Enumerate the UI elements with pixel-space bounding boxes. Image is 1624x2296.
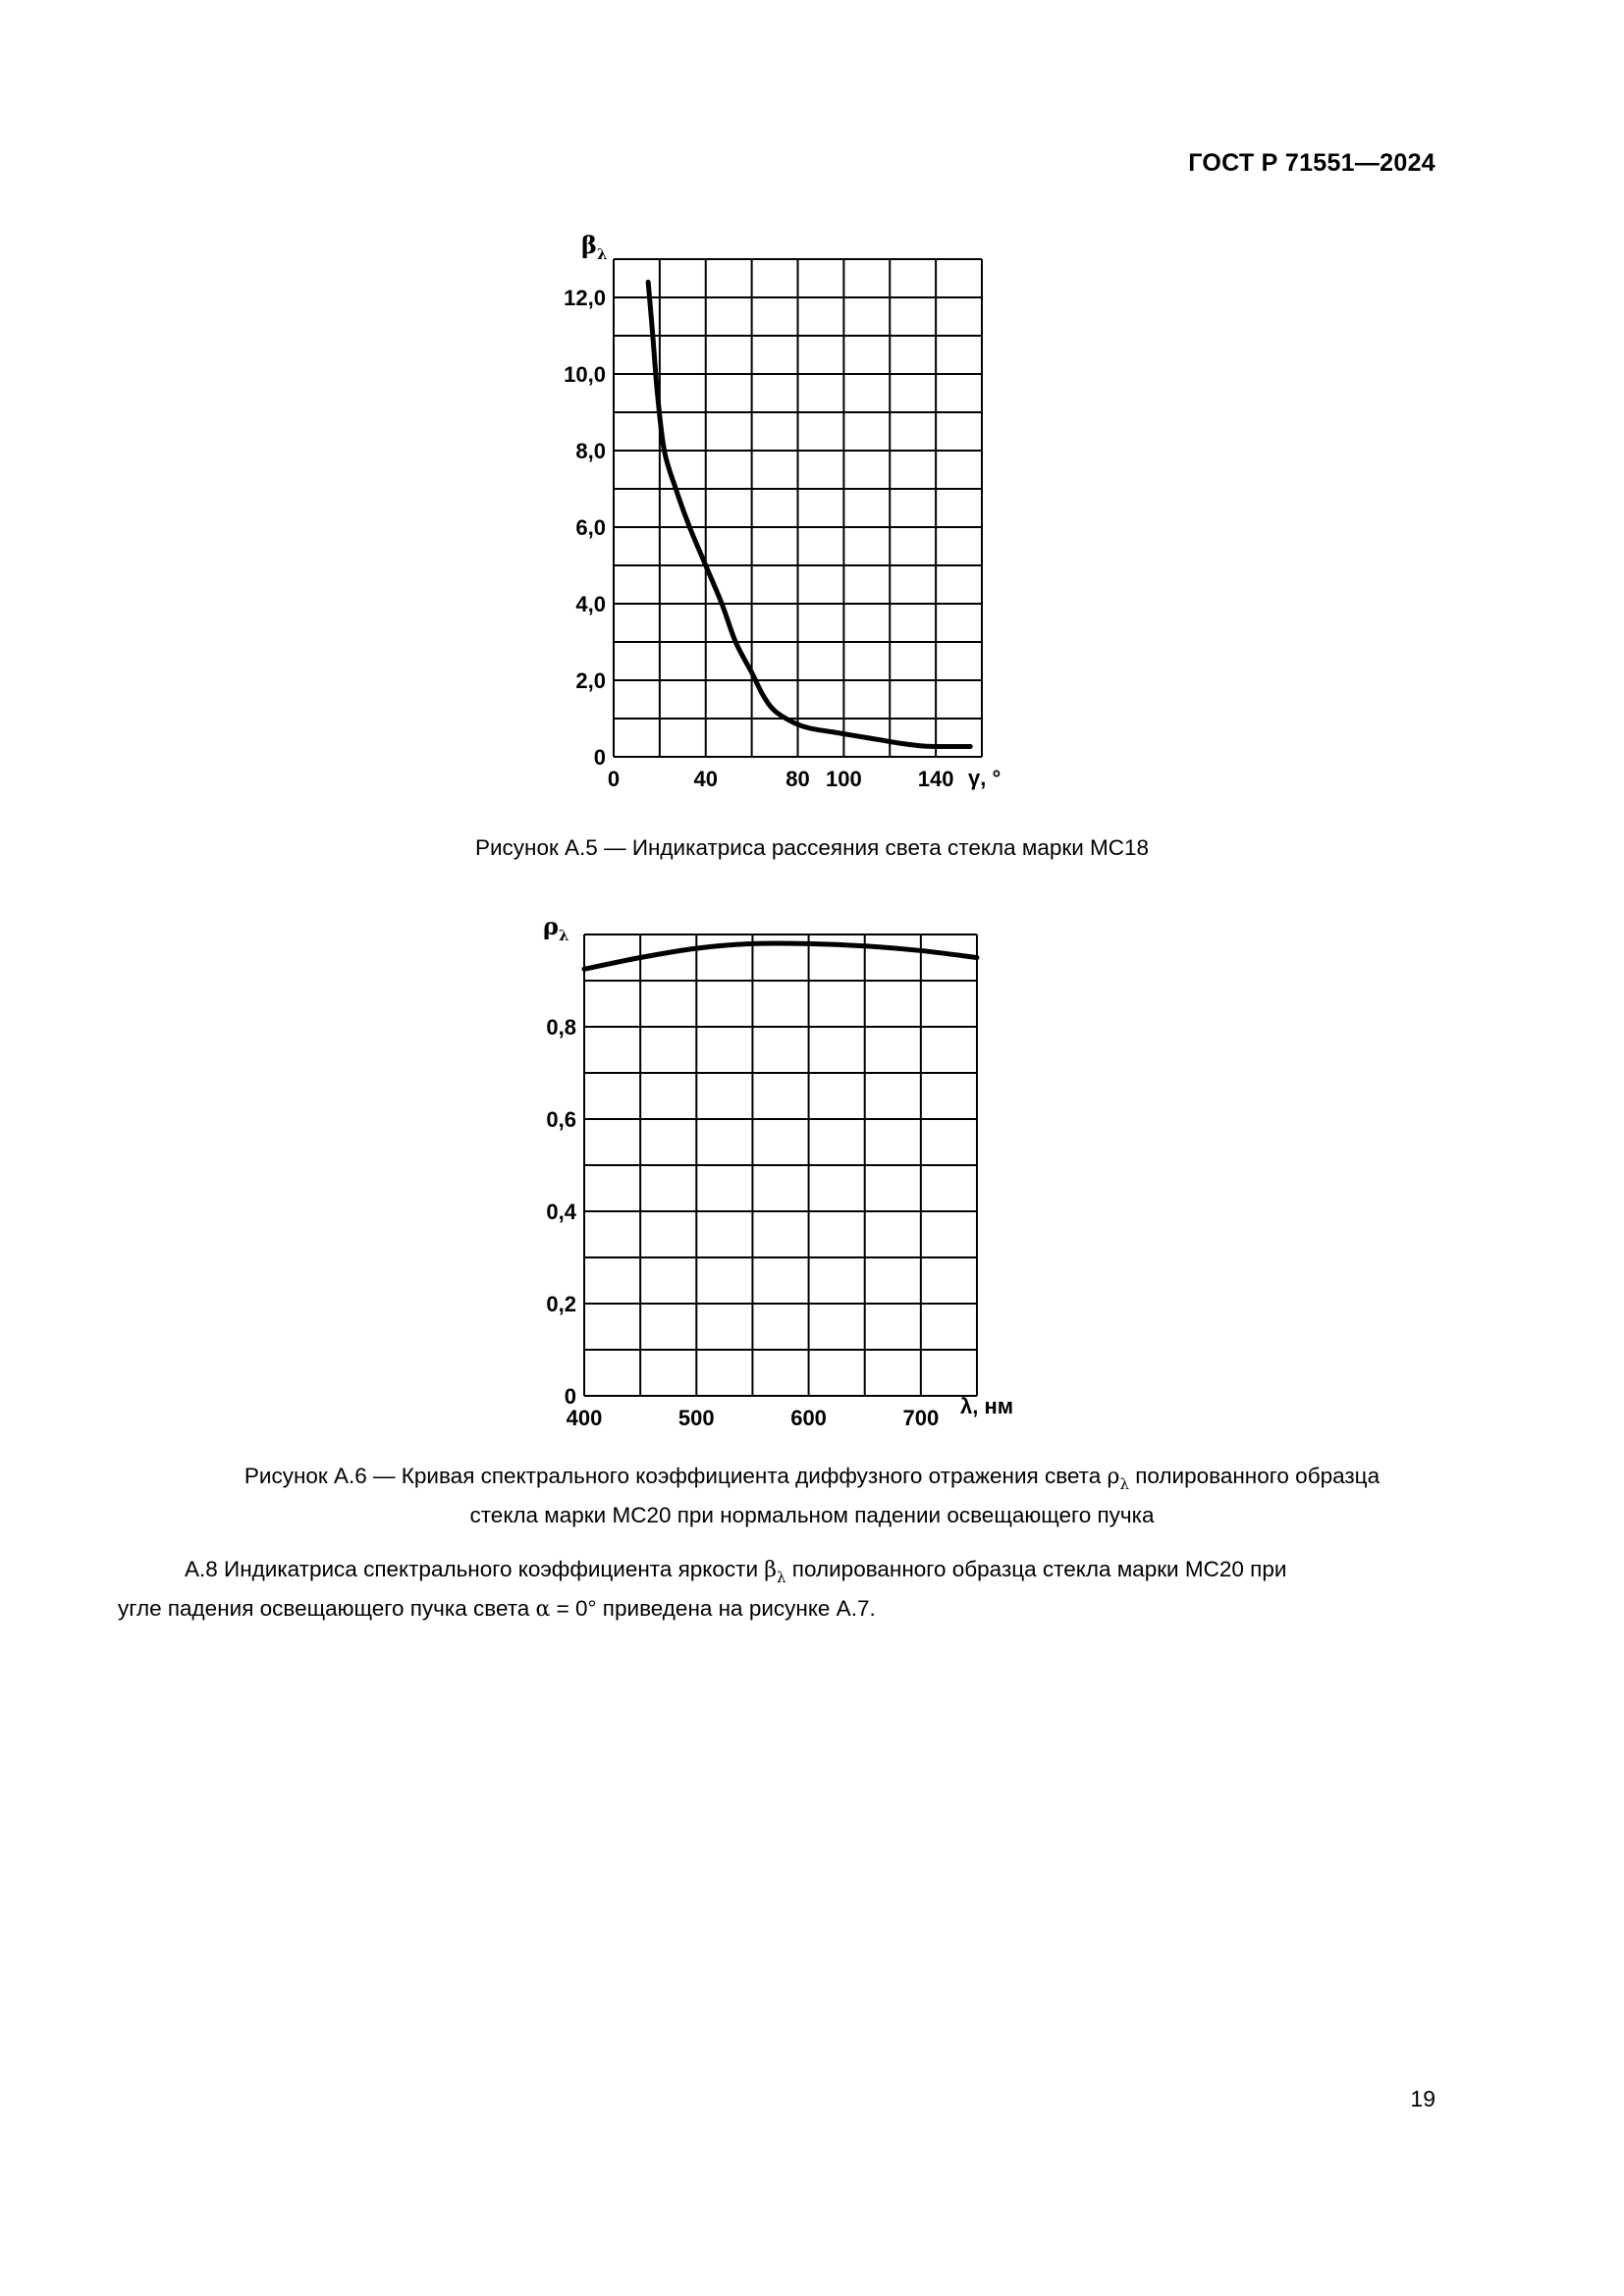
- a5-y-tick-label: 0: [593, 745, 606, 770]
- a6-x-tick-label: 500: [677, 1406, 715, 1430]
- figure-a5-caption: Рисунок А.5 — Индикатриса рассеяния света стекла марки МС18: [474, 835, 1150, 860]
- a6-y-tick-label: 0,6: [546, 1107, 576, 1132]
- figure-a5-chart: [0, 0, 1624, 844]
- paragraph-a8: А.8 Индикатриса спектрального коэффициента яркости $\beta_\lambda$ полированного образца стекла марки МС20 при угле падения освещающего пучка света α = 0° приведена на рисунке А.7.: [118, 1557, 1287, 1622]
- a6-y-tick-label: 0,4: [546, 1200, 576, 1224]
- figure-a5-x-unit: γ, °: [968, 766, 1001, 790]
- a5-x-tick-label: 0: [607, 767, 621, 791]
- figure-a5-grid: [614, 259, 982, 757]
- a6-x-tick-label: 700: [902, 1406, 940, 1430]
- a5-x-tick-label: 80: [785, 767, 810, 791]
- figure-a6-grid: [584, 934, 977, 1396]
- figure-a6-x-unit: λ, нм: [960, 1394, 1014, 1418]
- a5-x-tick-label: 140: [917, 767, 954, 791]
- a5-x-tick-label: 100: [826, 767, 862, 791]
- figure-a5-curve: [648, 282, 970, 746]
- a5-y-tick-label: 8,0: [575, 439, 606, 463]
- figure-a6-chart: [0, 883, 1624, 1472]
- a5-y-tick-label: 12,0: [564, 286, 606, 310]
- a5-y-tick-label: 10,0: [564, 362, 606, 387]
- a6-y-tick-label: 0,8: [546, 1015, 576, 1040]
- a6-y-tick-label: 0: [564, 1384, 576, 1409]
- figure-a6-caption: Рисунок А.6 — Кривая спектрального коэффициента диффузного отражения света $\rho_\lambda$ полированного образца стекла марки МС20 при нормальном падении освещающего пучка: [244, 1464, 1380, 1527]
- a5-y-tick-label: 6,0: [575, 515, 606, 540]
- figure-a6-y-symbol: $\rho_\lambda$: [543, 912, 569, 944]
- figure-a5-y-symbol: $\beta_\lambda$: [581, 231, 608, 263]
- figure-a5-tick-labels: [564, 286, 953, 791]
- document-header: ГОСТ Р 71551—2024: [1188, 149, 1435, 177]
- page-number: 19: [1410, 2086, 1435, 2111]
- a5-y-tick-label: 2,0: [575, 668, 606, 693]
- figure-a6-curve: [584, 943, 977, 969]
- rho-symbol: ρ: [1107, 1465, 1120, 1489]
- figure-a6-tick-labels: [546, 1015, 939, 1430]
- a6-x-tick-label: 600: [790, 1406, 827, 1430]
- a6-y-tick-label: 0,2: [546, 1292, 576, 1316]
- beta-symbol: β: [764, 1558, 778, 1582]
- a5-x-tick-label: 40: [693, 767, 718, 791]
- alpha-symbol: α: [535, 1597, 551, 1622]
- a6-x-tick-label: 400: [566, 1406, 603, 1430]
- a5-y-tick-label: 4,0: [575, 592, 606, 616]
